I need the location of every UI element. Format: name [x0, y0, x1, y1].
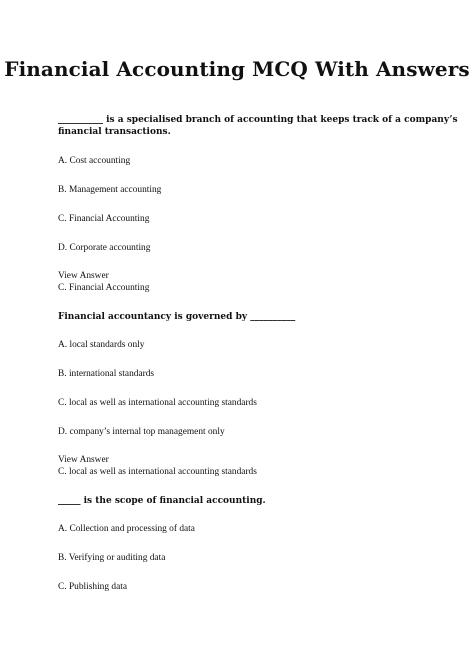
question-1-option-a: A. Cost accounting	[58, 156, 131, 166]
question-2-view-answer[interactable]: View Answer	[58, 455, 109, 465]
question-3-text: _____ is the scope of financial accounting.	[58, 496, 266, 506]
question-1-text-line-2: financial transactions.	[58, 127, 171, 137]
question-3-option-c: C. Publishing data	[58, 582, 128, 592]
question-2-text: Financial accountancy is governed by __________	[58, 312, 296, 322]
question-1-option-c: C. Financial Accounting	[58, 214, 150, 224]
question-1-text-line-1: __________ is a specialised branch of accounting that keeps track of a company’s	[58, 115, 458, 125]
question-2-option-c: C. local as well as international accounting standards	[58, 398, 257, 408]
page-title: Financial Accounting MCQ With Answers	[4, 57, 470, 81]
question-2-option-d: D. company’s internal top management only	[58, 427, 225, 437]
question-1-answer: C. Financial Accounting	[58, 283, 150, 293]
question-3-option-a: A. Collection and processing of data	[58, 524, 195, 534]
question-2-option-b: B. international standards	[58, 369, 155, 379]
question-1-option-b: B. Management accounting	[58, 185, 162, 195]
question-1-option-d: D. Corporate accounting	[58, 243, 151, 253]
question-2-answer: C. local as well as international accounting standards	[58, 467, 257, 477]
question-3-option-b: B. Verifying or auditing data	[58, 553, 166, 563]
question-1-view-answer[interactable]: View Answer	[58, 271, 109, 281]
question-2-option-a: A. local standards only	[58, 340, 145, 350]
